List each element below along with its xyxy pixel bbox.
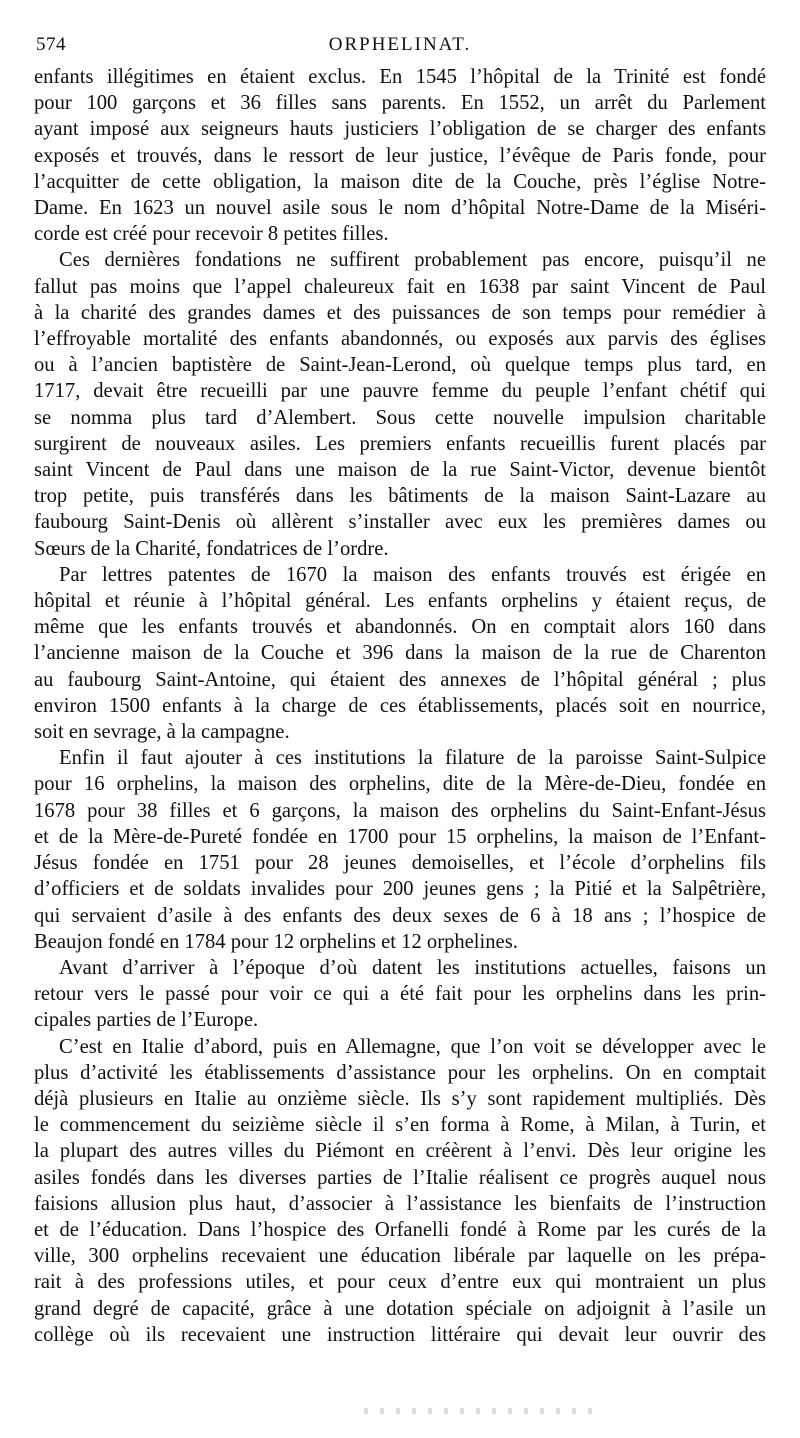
text-line: ou à l’ancien baptistère de Saint-Jean-Lerond, où quelque temps plus tard, en	[34, 354, 766, 377]
book-page	[34, 0, 766, 1438]
text-line: Enfin il faut ajouter à ces institutions la filature de la paroisse Saint-Sulpice	[59, 747, 766, 770]
text-line: Sœurs de la Charité, fondatrices de l’ordre.	[34, 537, 389, 560]
text-line: enfants illégitimes en étaient exclus. En 1545 l’hôpital de la Trinité est fondé	[34, 66, 766, 88]
text-line: soit en sevrage, à la campagne.	[34, 721, 290, 744]
text-line: et de l’éducation. Dans l’hospice des Orfanelli fondé à Rome par les curés de la	[34, 1218, 766, 1241]
text-body	[34, 64, 766, 1348]
text-line: ayant imposé aux seigneurs hauts justiciers l’obligation de se charger des enfants	[34, 118, 766, 141]
text-line: environ 1500 enfants à la charge de ces établissements, placés soit en nourrice,	[34, 694, 766, 717]
text-line: C’est en Italie d’abord, puis en Allemagne, que l’on voit se développer avec le	[59, 1035, 766, 1058]
text-line: asiles fondés dans les diverses parties de l’Italie réalisent ce progrès auquel nous	[34, 1166, 766, 1189]
page-header	[34, 0, 766, 64]
text-line: 1678 pour 38 filles et 6 garçons, la maison des orphelins du Saint-Enfant-Jésus	[34, 799, 766, 822]
page-number: 574	[36, 34, 66, 55]
text-line: plus d’activité les établissements d’assistance pour les orphelins. On en comptait	[34, 1061, 766, 1084]
text-line: corde est créé pour recevoir 8 petites filles.	[34, 223, 389, 246]
paragraph-2	[34, 247, 766, 561]
text-line: surgirent de nouveaux asiles. Les premiers enfants recueillis furent placés par	[34, 432, 766, 455]
text-line: 1717, devait être recueilli par une pauvre femme du peuple l’enfant chétif qui	[34, 380, 766, 403]
paragraph-6	[34, 1034, 766, 1348]
text-line: faubourg Saint-Denis où allèrent s’installer avec eux les premières dames ou	[34, 511, 766, 534]
text-line: la plupart des autres villes du Piémont en créèrent à l’envi. Dès leur origine les	[34, 1140, 766, 1163]
text-line: et de la Mère-de-Pureté fondée en 1700 pour 15 orphelins, la maison de l’Enfant-	[34, 825, 766, 848]
text-line: l’acquitter de cette obligation, la maison dite de la Couche, près l’église Notre-	[34, 170, 766, 193]
text-line: trop petite, puis transférés dans les bâtiments de la maison Saint-Lazare au	[34, 485, 766, 508]
text-line: cipales parties de l’Europe.	[34, 1009, 259, 1032]
text-line: le commencement du seizième siècle il s’en forma à Rome, à Milan, à Turin, et	[34, 1114, 766, 1137]
scan-mark	[364, 1408, 594, 1414]
text-line: exposés et trouvés, dans le ressort de leur justice, l’évêque de Paris fonde, pour	[34, 144, 766, 167]
text-line: déjà plusieurs en Italie au onzième siècle. Ils s’y sont rapidement multipliés. Dès	[34, 1087, 766, 1110]
text-line: rait à des professions utiles, et pour ceux d’entre eux qui montraient un plus	[34, 1271, 766, 1294]
text-line: pour 16 orphelins, la maison des orphelins, dite de la Mère-de-Dieu, fondée en	[34, 773, 766, 796]
text-line: Jésus fondée en 1751 pour 28 jeunes demoiselles, et l’école d’orphelins fils	[34, 852, 766, 875]
text-line: Par lettres patentes de 1670 la maison des enfants trouvés est érigée en	[59, 563, 766, 586]
paragraph-3	[34, 562, 766, 745]
text-line: Avant d’arriver à l’époque d’où datent les institutions actuelles, faisons un	[59, 956, 766, 979]
text-line: retour vers le passé pour voir ce qui a été fait pour les orphelins dans les prin-	[34, 983, 766, 1006]
text-line: Dame. En 1623 un nouvel asile sous le nom d’hôpital Notre-Dame de la Miséri-	[34, 197, 766, 220]
text-line: ville, 300 orphelins recevaient une éducation libérale par laquelle on les prépa-	[34, 1245, 766, 1268]
text-line: se nomma plus tard d’Alembert. Sous cette nouvelle impulsion charitable	[34, 406, 766, 429]
text-line: hôpital et réunie à l’hôpital général. Les enfants orphelins y étaient reçus, de	[34, 590, 766, 613]
text-line: même que les enfants trouvés et abandonnés. On en comptait alors 160 dans	[34, 616, 766, 639]
text-line: grand degré de capacité, grâce à une dotation spéciale on adjoignit à l’asile un	[34, 1297, 766, 1320]
paragraph-1	[34, 64, 766, 247]
paragraph-5	[34, 955, 766, 1034]
text-line: faisions allusion plus haut, d’associer à l’assistance les bienfaits de l’instruction	[34, 1192, 766, 1215]
text-line: au faubourg Saint-Antoine, qui étaient des annexes de l’hôpital général ; plus	[34, 668, 766, 691]
paragraph-4	[34, 745, 766, 955]
text-line: à la charité des grandes dames et des puissances de son temps pour remédier à	[34, 301, 766, 324]
text-line: pour 100 garçons et 36 filles sans parents. En 1552, un arrêt du Parlement	[34, 92, 766, 115]
text-line: d’officiers et de soldats invalides pour 200 jeunes gens ; la Pitié et la Salpêtrière,	[34, 878, 766, 901]
running-title: ORPHELINAT.	[328, 34, 472, 55]
text-line: Beaujon fondé en 1784 pour 12 orphelins et 12 orphelines.	[34, 930, 518, 953]
text-line: l’effroyable mortalité des enfants abandonnés, ou exposés aux parvis des églises	[34, 328, 766, 351]
text-line: saint Vincent de Paul dans une maison de la rue Saint-Victor, devenue bientôt	[34, 459, 766, 482]
text-line: qui servaient d’asile à des enfants des deux sexes de 6 à 18 ans ; l’hospice de	[34, 904, 766, 927]
text-line: l’ancienne maison de la Couche et 396 dans la maison de la rue de Charenton	[34, 642, 766, 665]
text-line: collège où ils recevaient une instruction littéraire qui devait leur ouvrir des	[34, 1323, 766, 1346]
text-line: fallut pas moins que l’appel chaleureux fait en 1638 par saint Vincent de Paul	[34, 275, 766, 298]
text-line: Ces dernières fondations ne suffirent probablement pas encore, puisqu’il ne	[59, 249, 766, 272]
